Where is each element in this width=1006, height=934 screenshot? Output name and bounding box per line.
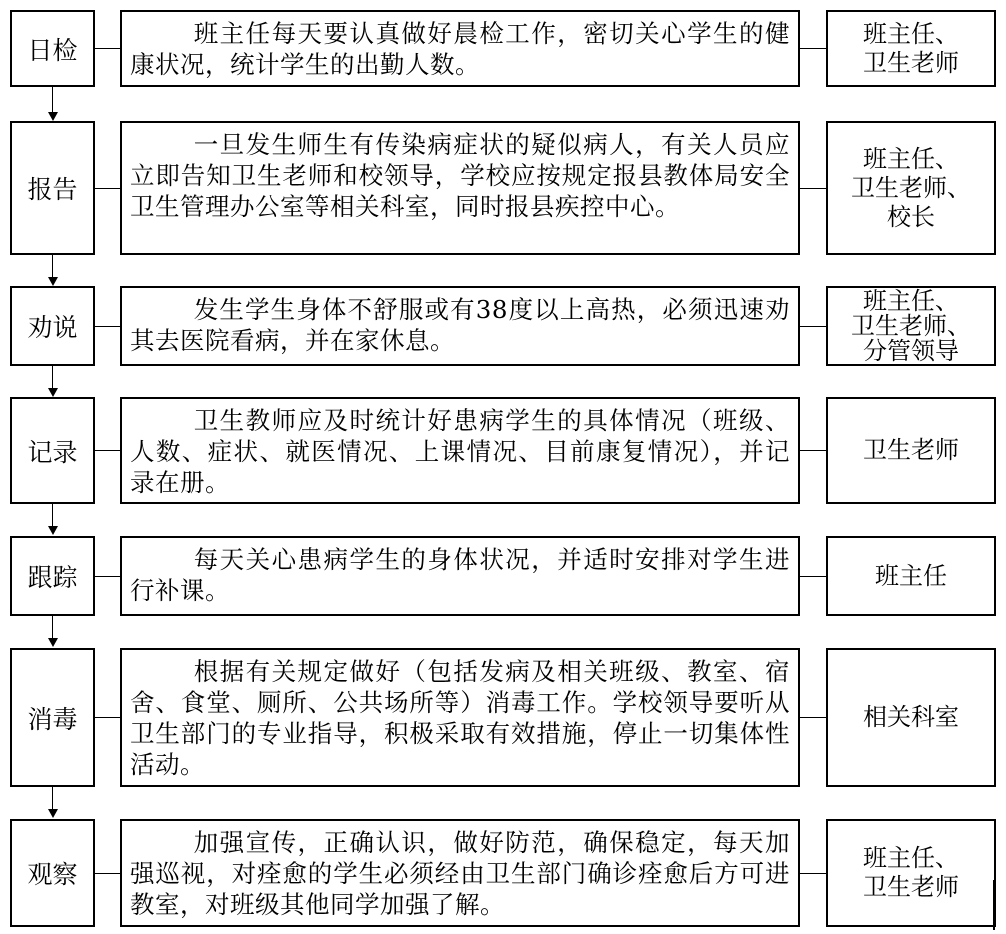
edge-marker	[993, 880, 995, 930]
description-box-genzong: 每天关心患病学生的身体状况，并适时安排对学生进行补课。	[120, 536, 800, 616]
connector-line	[95, 188, 120, 189]
description-box-jilu: 卫生教师应及时统计好患病学生的具体情况（班级、人数、症状、就医情况、上课情况、目前康复情况），并记录在册。	[120, 397, 800, 504]
role-line: 班主任	[875, 561, 947, 590]
role-line: 卫生老师	[863, 48, 959, 77]
role-box-baogao	[826, 121, 996, 255]
role-line: 校长	[887, 202, 935, 231]
step-box-genzong	[10, 536, 95, 616]
role-box-guancha	[826, 819, 996, 927]
role-box-rijian	[826, 10, 996, 87]
step-label: 跟踪	[27, 563, 78, 592]
description-box-xiaodu: 根据有关规定做好（包括发病及相关班级、教室、宿舍、食堂、厕所、公共场所等）消毒工作。学校领导要听从卫生部门的专业指导，积极采取有效措施，停止一切集体性活动。	[120, 648, 800, 787]
role-line: 班主任、	[863, 144, 959, 173]
role-line: 分管领导	[863, 336, 959, 365]
connector-line	[800, 188, 826, 189]
role-line: 相关科室	[863, 703, 959, 731]
description-box-baogao: 一旦发生师生有传染病症状的疑似病人，有关人员应立即告知卫生老师和校领导，学校应按规定报县教体局安全卫生管理办公室等相关科室，同时报县疾控中心。	[120, 121, 800, 255]
flow-arrow-head	[48, 638, 58, 647]
step-label: 观察	[27, 860, 78, 889]
connector-line	[95, 326, 120, 327]
step-box-baogao	[10, 121, 95, 255]
role-line: 班主任、	[863, 19, 959, 48]
step-box-jilu	[10, 397, 95, 504]
step-label: 劝说	[27, 313, 78, 342]
connector-line	[95, 576, 120, 577]
connector-line	[95, 873, 120, 874]
flow-arrow-line	[52, 255, 53, 277]
step-box-xiaodu	[10, 648, 95, 787]
step-box-rijian	[10, 10, 95, 87]
connector-line	[800, 576, 826, 577]
flow-arrow-head	[48, 526, 58, 535]
flow-arrow-head	[48, 112, 58, 121]
role-box-quanshuo	[826, 286, 996, 366]
flow-arrow-line	[52, 87, 53, 112]
flow-arrow-head	[48, 809, 58, 818]
flow-arrow-line	[52, 787, 53, 809]
role-line: 班主任、	[863, 286, 959, 315]
flow-arrow-line	[52, 504, 53, 526]
role-box-xiaodu	[826, 648, 996, 787]
role-box-genzong	[826, 536, 996, 616]
role-box-jilu	[826, 397, 996, 504]
flow-arrow-head	[48, 277, 58, 286]
step-label: 记录	[27, 437, 78, 467]
connector-line	[95, 48, 120, 49]
flow-arrow-line	[52, 616, 53, 638]
role-line: 卫生老师	[863, 873, 959, 901]
role-line: 班主任、	[863, 844, 959, 872]
connector-line	[800, 450, 826, 451]
description-box-guancha: 加强宣传，正确认识，做好防范，确保稳定，每天加强巡视，对痊愈的学生必须经由卫生部门确诊痊愈后方可进教室，对班级其他同学加强了解。	[120, 819, 800, 927]
description-box-quanshuo: 发生学生身体不舒服或有38度以上高热，必须迅速劝其去医院看病，并在家休息。	[120, 286, 800, 366]
connector-line	[800, 873, 826, 874]
step-label: 日检	[27, 35, 78, 65]
step-label: 消毒	[27, 704, 78, 734]
step-box-quanshuo	[10, 286, 95, 366]
step-box-guancha	[10, 819, 95, 927]
role-line: 卫生老师、	[851, 173, 971, 202]
connector-line	[800, 717, 826, 718]
connector-line	[800, 48, 826, 49]
description-box-rijian: 班主任每天要认真做好晨检工作，密切关心学生的健康状况，统计学生的出勤人数。	[120, 10, 800, 87]
flow-arrow-line	[52, 366, 53, 388]
connector-line	[800, 326, 826, 327]
flow-arrow-head	[48, 388, 58, 397]
role-line: 卫生老师	[863, 436, 959, 464]
role-line: 卫生老师、	[851, 311, 971, 340]
step-label: 报告	[27, 175, 78, 204]
connector-line	[95, 450, 120, 451]
connector-line	[95, 717, 120, 718]
